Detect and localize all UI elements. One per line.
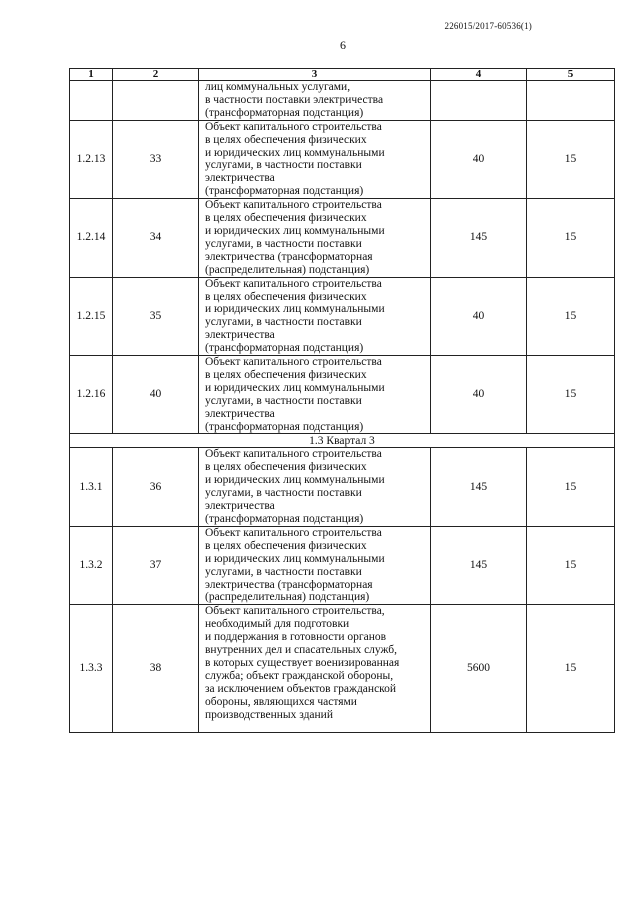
object-number: 37 bbox=[113, 526, 199, 604]
years-value: 15 bbox=[527, 448, 615, 526]
quarter-heading: 1.3 Квартал 3 bbox=[70, 434, 615, 448]
description-line: электричества (трансформаторная bbox=[205, 250, 373, 263]
description-line: Объект капитального строительства bbox=[205, 356, 382, 369]
description-line: электричества bbox=[205, 172, 275, 185]
description-cell bbox=[199, 448, 431, 526]
description-cell bbox=[199, 120, 431, 198]
description-line: и поддержания в готовности органов bbox=[205, 631, 387, 644]
table-cell-empty bbox=[527, 81, 615, 121]
table-row bbox=[70, 277, 615, 355]
table-row bbox=[70, 356, 615, 434]
description-line: в целях обеспечения физических bbox=[205, 461, 367, 474]
item-code: 1.2.13 bbox=[70, 120, 113, 198]
area-value: 40 bbox=[431, 277, 527, 355]
description-cell bbox=[199, 526, 431, 604]
description-line: в целях обеспечения физических bbox=[205, 368, 367, 381]
description-line: услугами, в частности поставки bbox=[205, 159, 362, 172]
table-row bbox=[70, 448, 615, 526]
description-line: услугами, в частности поставки bbox=[205, 316, 362, 329]
item-code: 1.2.16 bbox=[70, 356, 113, 434]
description-line: (распределительная) подстанция) bbox=[205, 263, 370, 276]
description-line: Объект капитального строительства bbox=[205, 277, 382, 290]
description-line: и юридических лиц коммунальными bbox=[205, 381, 385, 394]
item-code: 1.3.2 bbox=[70, 526, 113, 604]
description-line: услугами, в частности поставки bbox=[205, 487, 362, 500]
description-line: электричества (трансформаторная bbox=[205, 578, 373, 591]
description-line: в целях обеспечения физических bbox=[205, 212, 367, 225]
description-line: электричества bbox=[205, 329, 275, 342]
table-row-continuation bbox=[70, 81, 615, 121]
area-value: 145 bbox=[431, 199, 527, 277]
description-line: услугами, в частности поставки bbox=[205, 565, 362, 578]
description-line: и юридических лиц коммунальными bbox=[205, 552, 385, 565]
description-line: лиц коммунальных услугами, bbox=[205, 81, 351, 93]
years-value: 15 bbox=[527, 199, 615, 277]
area-value: 145 bbox=[431, 526, 527, 604]
description-line: Объект капитального строительства bbox=[205, 199, 382, 212]
objects-table bbox=[69, 68, 615, 733]
quarter-heading-row bbox=[70, 434, 615, 448]
description-line: Объект капитального строительства bbox=[205, 448, 382, 461]
object-number: 35 bbox=[113, 277, 199, 355]
description-line: (распределительная) подстанция) bbox=[205, 591, 370, 604]
description-line: и юридических лиц коммунальными bbox=[205, 224, 385, 237]
area-value: 40 bbox=[431, 120, 527, 198]
table-cell-empty bbox=[431, 81, 527, 121]
years-value: 15 bbox=[527, 526, 615, 604]
document-number: 226015/2017-60536(1) bbox=[444, 21, 532, 31]
area-value: 40 bbox=[431, 356, 527, 434]
item-code: 1.3.1 bbox=[70, 448, 113, 526]
description-cell bbox=[199, 277, 431, 355]
table-row bbox=[70, 605, 615, 733]
page-number: 6 bbox=[340, 38, 346, 52]
description-line: внутренних дел и спасательных служб, bbox=[205, 644, 398, 657]
item-code: 1.2.14 bbox=[70, 199, 113, 277]
description-line: (трансформаторная подстанция) bbox=[205, 106, 364, 119]
years-value: 15 bbox=[527, 120, 615, 198]
description-line: в частности поставки электричества bbox=[205, 93, 384, 106]
column-header: 2 bbox=[113, 69, 199, 81]
object-number: 33 bbox=[113, 120, 199, 198]
column-header: 4 bbox=[431, 69, 527, 81]
description-line: в целях обеспечения физических bbox=[205, 539, 367, 552]
description-line: услугами, в частности поставки bbox=[205, 394, 362, 407]
column-header: 1 bbox=[70, 69, 113, 81]
description-line: за исключением объектов гражданской bbox=[205, 682, 397, 695]
item-code: 1.3.3 bbox=[70, 605, 113, 733]
item-code: 1.2.15 bbox=[70, 277, 113, 355]
description-line: электричества bbox=[205, 407, 275, 420]
table-row bbox=[70, 120, 615, 198]
description-line: Объект капитального строительства, bbox=[205, 605, 385, 618]
description-line: производственных зданий bbox=[205, 708, 333, 721]
description-line: услугами, в частности поставки bbox=[205, 237, 362, 250]
description-line: служба; объект гражданской обороны, bbox=[205, 669, 394, 682]
description-line: и юридических лиц коммунальными bbox=[205, 303, 385, 316]
object-number: 38 bbox=[113, 605, 199, 733]
area-value: 145 bbox=[431, 448, 527, 526]
description-line: обороны, являющихся частями bbox=[205, 695, 357, 708]
table-row bbox=[70, 526, 615, 604]
object-number: 36 bbox=[113, 448, 199, 526]
description-line: необходимый для подготовки bbox=[205, 618, 350, 631]
object-number: 40 bbox=[113, 356, 199, 434]
table-cell-empty bbox=[113, 81, 199, 121]
column-header: 3 bbox=[199, 69, 431, 81]
description-line: в которых существует военизированная bbox=[205, 656, 400, 669]
years-value: 15 bbox=[527, 356, 615, 434]
description-line: Объект капитального строительства bbox=[205, 120, 382, 133]
column-header: 5 bbox=[527, 69, 615, 81]
table-cell-empty bbox=[70, 81, 113, 121]
years-value: 15 bbox=[527, 605, 615, 733]
description-line: в целях обеспечения физических bbox=[205, 133, 367, 146]
description-cell bbox=[199, 81, 431, 121]
object-number: 34 bbox=[113, 199, 199, 277]
area-value: 5600 bbox=[431, 605, 527, 733]
description-line: Объект капитального строительства bbox=[205, 526, 382, 539]
description-cell bbox=[199, 356, 431, 434]
table-row bbox=[70, 199, 615, 277]
header-row bbox=[70, 69, 615, 81]
description-line: (трансформаторная подстанция) bbox=[205, 513, 364, 525]
description-line: (трансформаторная подстанция) bbox=[205, 185, 364, 198]
description-line: электричества bbox=[205, 500, 275, 513]
years-value: 15 bbox=[527, 277, 615, 355]
description-line: (трансформаторная подстанция) bbox=[205, 342, 364, 355]
description-line: в целях обеспечения физических bbox=[205, 290, 367, 303]
description-line: и юридических лиц коммунальными bbox=[205, 474, 385, 487]
description-cell bbox=[199, 199, 431, 277]
description-line: и юридических лиц коммунальными bbox=[205, 146, 385, 159]
description-line: (трансформаторная подстанция) bbox=[205, 420, 364, 433]
description-cell bbox=[199, 605, 431, 733]
